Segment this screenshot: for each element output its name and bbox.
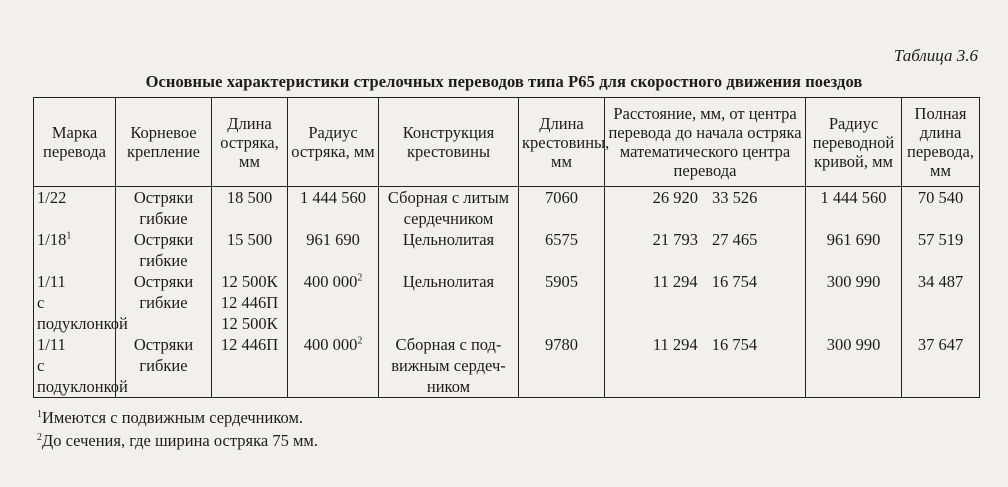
cell-total-length: 37 647 — [902, 334, 980, 398]
cell-curve-radius: 300 990 — [806, 271, 902, 334]
cell-frog-design: Сборная с под- вижным сердеч- ником — [379, 334, 519, 398]
cell-distance — [605, 334, 806, 398]
cell-mark: 1/22 — [34, 187, 116, 230]
distance-to-switch-start: 26 920 — [652, 188, 698, 207]
header-frog-design: Конструкция крестовины — [379, 98, 519, 187]
cell-distance — [605, 229, 806, 271]
cell-switch-length: 12 446П — [212, 334, 288, 398]
cell-distance — [605, 187, 806, 230]
header-switch-radius: Радиус остряка, мм — [288, 98, 379, 187]
cell-frog-length: 9780 — [519, 334, 605, 398]
header-mark: Марка перевода — [34, 98, 116, 187]
cell-switch-length: 12 500К 12 446П 12 500К — [212, 271, 288, 334]
cell-mark: $1/18^1$ — [34, 229, 116, 271]
distance-to-math-center: 16 754 — [711, 272, 758, 291]
header-distance: Расстояние, мм, от центра перевода до начала остряка математического центра перевода — [605, 98, 806, 187]
cell-switch-length: 15 500 — [212, 229, 288, 271]
table-row — [34, 229, 980, 271]
table-number: Таблица 3.6 — [893, 46, 978, 65]
header-curve-radius: Радиус переводной кривой, мм — [806, 98, 902, 187]
characteristics-table — [33, 97, 980, 398]
table-row — [34, 334, 980, 398]
footnotes — [37, 406, 318, 452]
header-row — [34, 98, 980, 187]
distance-to-switch-start: 11 294 — [652, 272, 698, 291]
cell-switch-radius: 400 $000^2$ — [288, 334, 379, 398]
distance-to-math-center: 33 526 — [712, 188, 758, 207]
cell-total-length: 70 540 — [902, 187, 980, 230]
header-frog-length: Длина крестовины, мм — [519, 98, 605, 187]
cell-switch-radius: 400 $000^2$ — [288, 271, 379, 334]
distance-to-switch-start: 11 294 — [652, 335, 698, 354]
header-switch-length: Длина остряка, мм — [212, 98, 288, 187]
cell-curve-radius: 300 990 — [806, 334, 902, 398]
cell-frog-length: 5905 — [519, 271, 605, 334]
cell-root: Остряки гибкие — [116, 271, 212, 334]
cell-frog-design: Сборная с литым сердечником — [379, 187, 519, 230]
footnote: $^1$Имеются с подвижным сердечником. — [37, 408, 304, 427]
cell-mark: 1/11 с подуклонкой — [34, 271, 116, 334]
cell-frog-length: 7060 — [519, 187, 605, 230]
header-root: Корневое крепление — [116, 98, 212, 187]
cell-frog-design: Цельнолитая — [379, 271, 519, 334]
cell-root: Остряки гибкие — [116, 187, 212, 230]
cell-root: Остряки гибкие — [116, 229, 212, 271]
distance-to-switch-start: 21 793 — [652, 230, 698, 249]
cell-frog-design: Цельнолитая — [379, 229, 519, 271]
cell-total-length: 57 519 — [902, 229, 980, 271]
distance-to-math-center: 27 465 — [712, 230, 758, 249]
cell-curve-radius: 1 444 560 — [806, 187, 902, 230]
cell-curve-radius: 961 690 — [806, 229, 902, 271]
cell-switch-length: 18 500 — [212, 187, 288, 230]
cell-switch-radius: 1 444 560 — [288, 187, 379, 230]
cell-frog-length: 6575 — [519, 229, 605, 271]
cell-distance — [605, 271, 806, 334]
cell-switch-radius: 961 690 — [288, 229, 379, 271]
table-row — [34, 271, 980, 334]
table-row — [34, 187, 980, 230]
table-title: Основные характеристики стрелочных переводов типа Р65 для скоростного движения поездов — [145, 72, 863, 91]
header-total-length: Полная длина перевода, мм — [902, 98, 980, 187]
cell-root: Остряки гибкие — [116, 334, 212, 398]
footnote: $^2$До сечения, где ширина остряка 75 мм. — [37, 431, 318, 450]
cell-total-length: 34 487 — [902, 271, 980, 334]
cell-mark: 1/11 с подуклонкой — [34, 334, 116, 398]
distance-to-math-center: 16 754 — [711, 335, 758, 354]
